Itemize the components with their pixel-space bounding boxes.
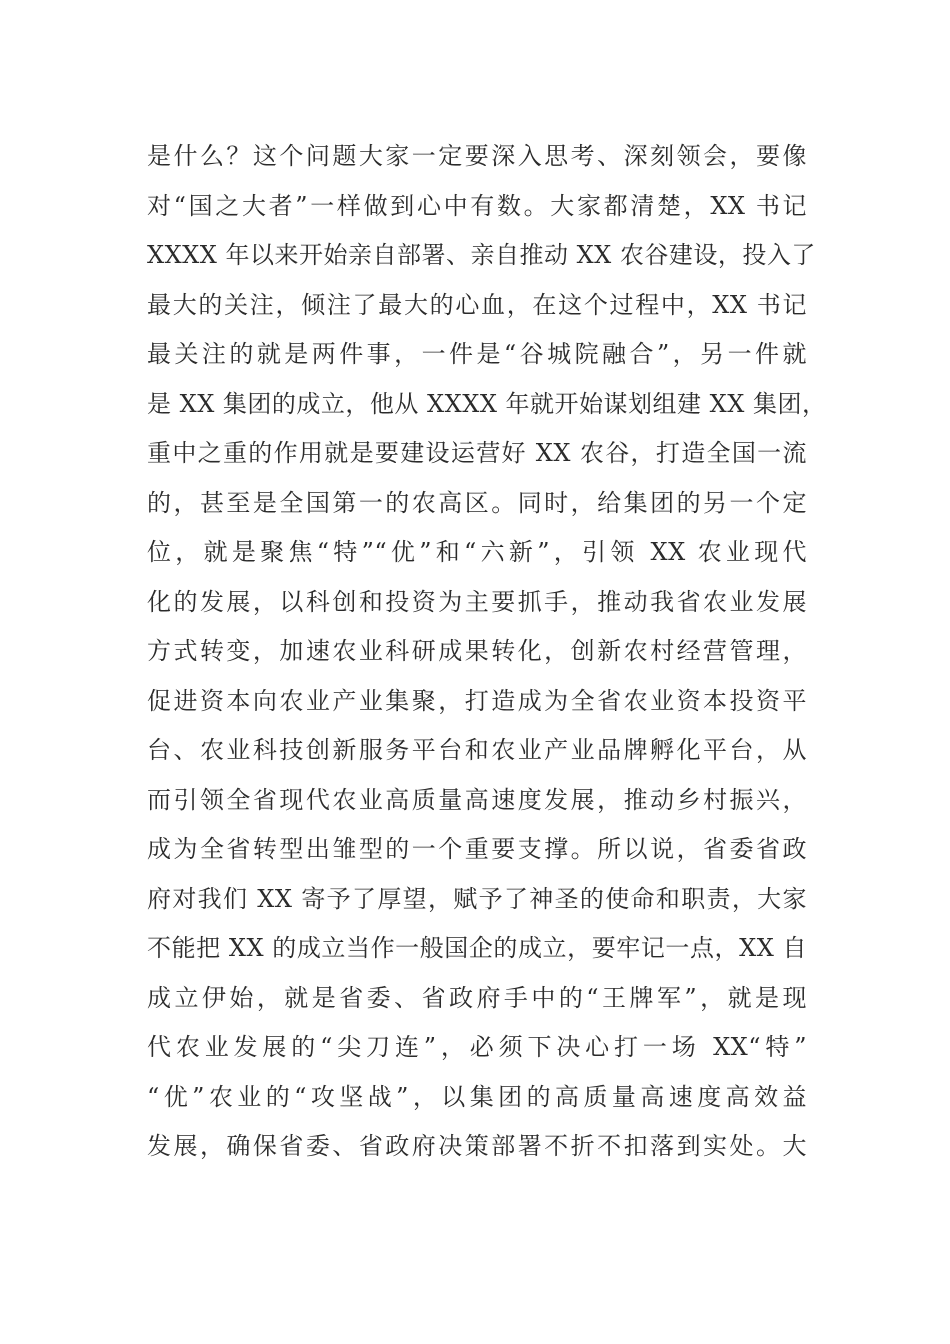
text-line: 不能把 XX 的成立当作一般国企的成立，要牢记一点，XX 自 bbox=[147, 934, 807, 962]
text-line: 对“国之大者”一样做到心中有数。大家都清楚，XX 书记 bbox=[147, 191, 807, 220]
text-line: 位，就是聚焦“特”“优”和“六新”，引领 XX 农业现代 bbox=[147, 538, 807, 566]
text-line: 的，甚至是全国第一的农高区。同时，给集团的另一个定 bbox=[147, 488, 807, 517]
text-line: 成立伊始，就是省委、省政府手中的“王牌军”，就是现 bbox=[147, 983, 807, 1012]
text-line: 方式转变，加速农业科研成果转化，创新农村经营管理， bbox=[147, 637, 807, 665]
text-line: 重中之重的作用就是要建设运营好 XX 农谷，打造全国一流 bbox=[147, 439, 807, 467]
text-line: “优”农业的“攻坚战”，以集团的高质量高速度高效益 bbox=[147, 1082, 807, 1111]
text-line: 成为全省转型出雏型的一个重要支撑。所以说，省委省政 bbox=[147, 835, 807, 863]
text-line: 府对我们 XX 寄予了厚望，赋予了神圣的使命和职责，大家 bbox=[147, 884, 807, 913]
text-line: 是 XX 集团的成立，他从 XXXX 年就开始谋划组建 XX 集团， bbox=[147, 389, 827, 418]
text-line: 是什么？这个问题大家一定要深入思考、深刻领会，要像 bbox=[147, 142, 807, 170]
body-text bbox=[147, 132, 827, 1172]
text-line: 促进资本向农业产业集聚，打造成为全省农业资本投资平 bbox=[147, 686, 807, 715]
text-line: 台、农业科技创新服务平台和农业产业品牌孵化平台，从 bbox=[147, 736, 807, 764]
text-line: 而引领全省现代农业高质量高速度发展，推动乡村振兴， bbox=[147, 785, 807, 814]
text-line: 发展，确保省委、省政府决策部署不折不扣落到实处。大 bbox=[147, 1132, 807, 1160]
text-line: XXXX 年以来开始亲自部署、亲自推动 XX 农谷建设，投入了 bbox=[147, 241, 816, 269]
text-line: 最关注的就是两件事，一件是“谷城院融合”，另一件就 bbox=[147, 340, 807, 368]
text-line: 化的发展，以科创和投资为主要抓手，推动我省农业发展 bbox=[147, 587, 807, 616]
text-line: 代农业发展的“尖刀连”，必须下决心打一场 XX“特” bbox=[147, 1033, 807, 1061]
text-line: 最大的关注，倾注了最大的心血，在这个过程中，XX 书记 bbox=[147, 290, 807, 319]
